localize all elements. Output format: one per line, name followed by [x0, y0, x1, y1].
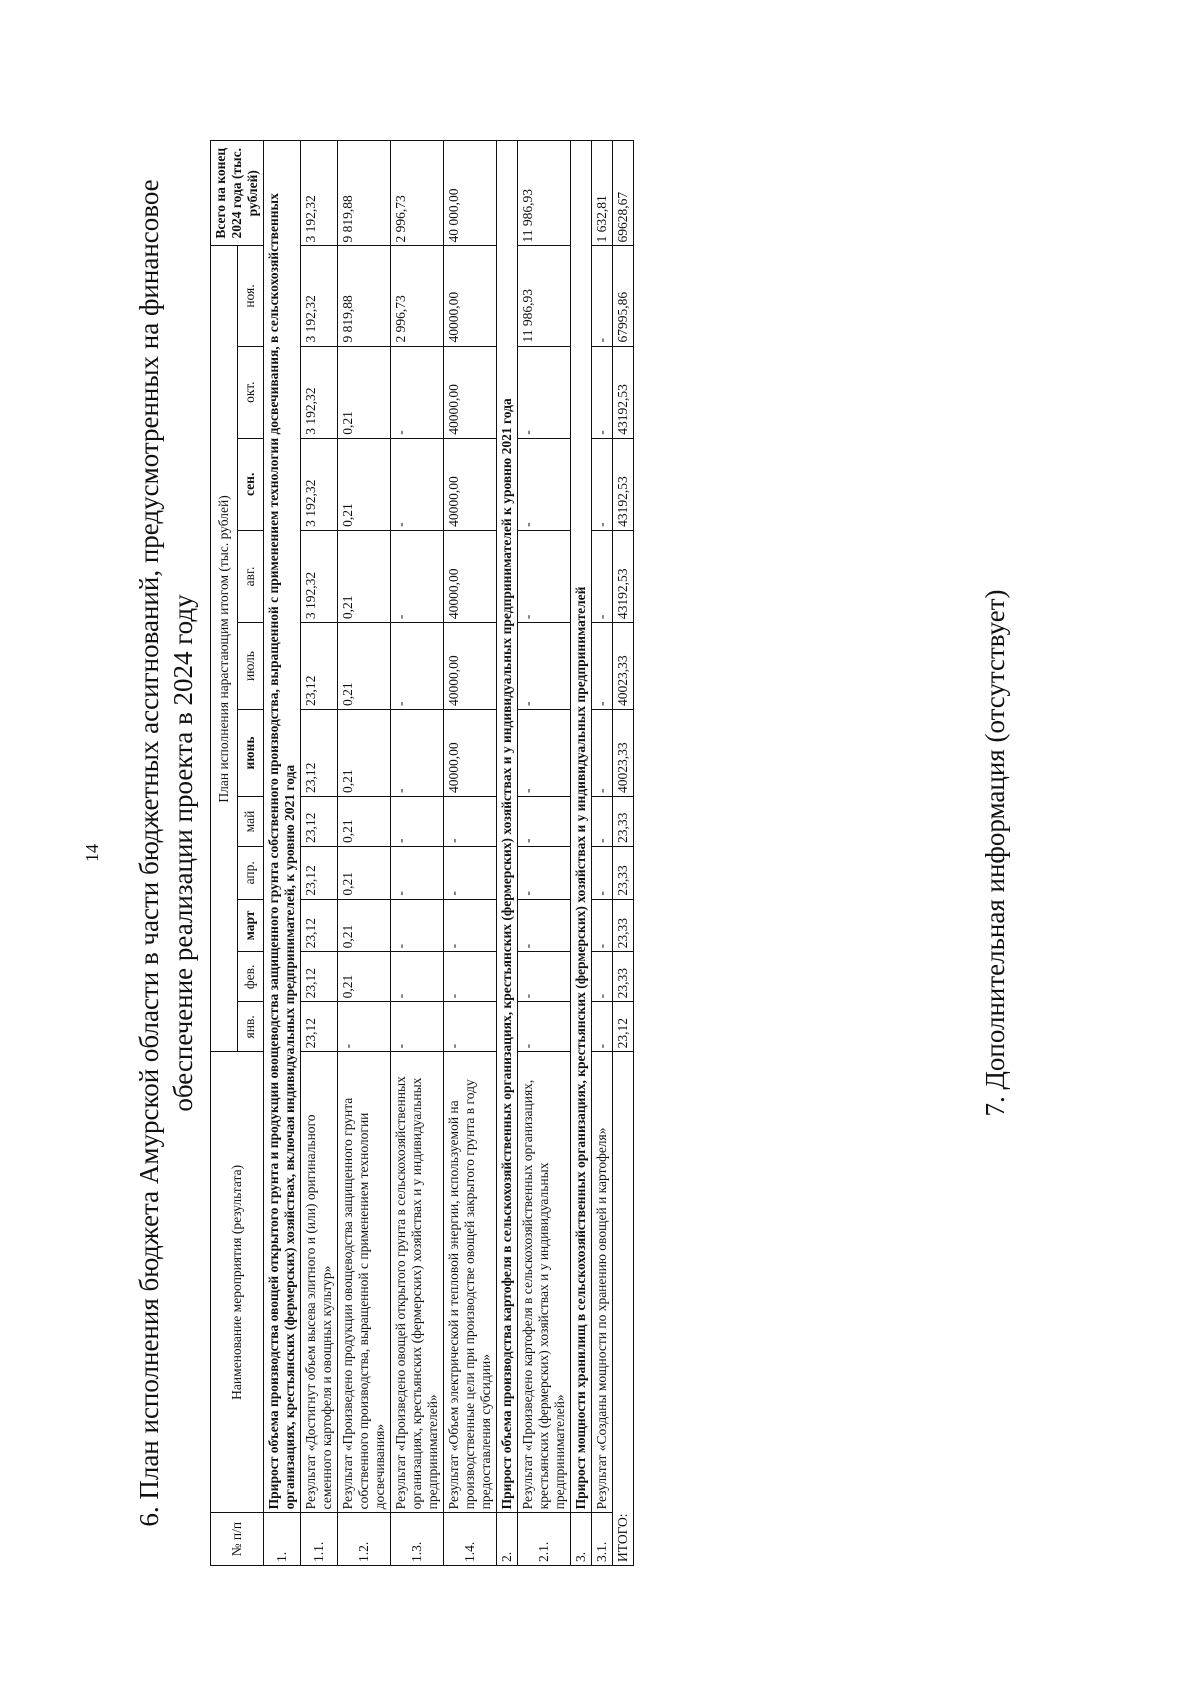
- page-number: 14: [82, 844, 102, 862]
- section-7-title: 7. Дополнительная информация (отсутствует): [980, 589, 1010, 1117]
- header-month: ноя.: [237, 246, 264, 346]
- row-value: -: [518, 952, 571, 1002]
- header-month: окт.: [237, 346, 264, 438]
- row-value: 23,12: [301, 710, 338, 797]
- section-row: [264, 141, 301, 1566]
- row-value: -: [391, 899, 444, 952]
- row-value: 11 986,93: [518, 246, 571, 346]
- row-total: 1 632,81: [592, 141, 613, 246]
- row-value: -: [391, 346, 444, 438]
- section-6-title-line-2: обеспечение реализации проекта в 2024 году: [168, 594, 198, 1112]
- section-6-title: [132, 78, 200, 1628]
- row-value: -: [444, 899, 497, 952]
- row-value: -: [391, 846, 444, 899]
- row-name: Результат «Произведено картофеля в сельскохозяйственных организациях, крестьянских (фермерских) хозяйствах и у индивидуальных предпринимателей»: [518, 1052, 571, 1513]
- header-month: март: [237, 899, 264, 952]
- row-value: -: [592, 623, 613, 710]
- row-number: 3.: [571, 1513, 592, 1566]
- row-value: -: [518, 438, 571, 530]
- table-row: [391, 141, 444, 1566]
- row-value: -: [592, 899, 613, 952]
- row-value: -: [338, 1002, 391, 1052]
- row-value: 3 192,32: [301, 530, 338, 622]
- total-value: 43192,53: [613, 346, 634, 438]
- row-value: 0,21: [338, 899, 391, 952]
- header-month: авг.: [237, 530, 264, 622]
- row-name: Результат «Созданы мощности по хранению овощей и картофеля»: [592, 1052, 613, 1513]
- row-name: Результат «Объем электрической и тепловой энергии, используемой на производственные цели при производстве овощей закрытого грунта в году предоставления субсидии»: [444, 1052, 497, 1513]
- row-value: -: [518, 796, 571, 846]
- row-value: -: [518, 899, 571, 952]
- row-value: 0,21: [338, 796, 391, 846]
- table-row: [444, 141, 497, 1566]
- row-value: 23,12: [301, 899, 338, 952]
- budget-plan-table: [210, 140, 634, 1566]
- row-name: Прирост объема производства овощей открытого грунта и продукции овощеводства защищенного грунта собственного производства, выращенной с применением технологии досвечивания, в сельскохозяйственных организациях, крестьянских (фермерских) хозяйствах, включая индивидуальных предпринимателей, к уровню 2021 года: [264, 141, 301, 1513]
- row-value: 40000,00: [444, 710, 497, 797]
- row-value: -: [444, 796, 497, 846]
- row-value: -: [444, 846, 497, 899]
- row-value: -: [518, 846, 571, 899]
- row-number: 2.1.: [518, 1513, 571, 1566]
- row-total: 9 819,88: [338, 141, 391, 246]
- row-name: Прирост объема производства картофеля в сельскохозяйственных организациях, крестьянских (фермерских) хозяйствах и у индивидуальных предпринимателей к уровню 2021 года: [497, 141, 518, 1513]
- table-body: [264, 141, 634, 1566]
- total-value: 40023,33: [613, 623, 634, 710]
- row-number: 3.1.: [592, 1513, 613, 1566]
- row-name: Результат «Произведено овощей открытого грунта в сельскохозяйственных организациях, крестьянских (фермерских) хозяйствах и у индивидуальных предпринимателей»: [391, 1052, 444, 1513]
- header-month: апр.: [237, 846, 264, 899]
- header-name: Наименование мероприятия (результата): [211, 1052, 264, 1513]
- row-value: 0,21: [338, 530, 391, 622]
- row-value: 2 996,73: [391, 246, 444, 346]
- row-total: 40 000,00: [444, 141, 497, 246]
- row-value: 3 192,32: [301, 438, 338, 530]
- row-value: -: [444, 952, 497, 1002]
- rotated-page: [60, 78, 1060, 1628]
- row-value: -: [592, 530, 613, 622]
- row-value: -: [592, 1002, 613, 1052]
- row-value: 3 192,32: [301, 246, 338, 346]
- row-value: -: [518, 346, 571, 438]
- table-row: [518, 141, 571, 1566]
- table-row: [338, 141, 391, 1566]
- row-value: 0,21: [338, 710, 391, 797]
- header-month: янв.: [237, 1002, 264, 1052]
- row-value: 40000,00: [444, 346, 497, 438]
- row-value: -: [518, 710, 571, 797]
- row-value: -: [391, 530, 444, 622]
- row-value: -: [592, 438, 613, 530]
- header-plan: План исполнения нарастающим итогом (тыс. рублей): [211, 246, 238, 1052]
- row-value: -: [592, 346, 613, 438]
- row-value: 23,12: [301, 623, 338, 710]
- row-value: -: [518, 530, 571, 622]
- row-number: 1.: [264, 1513, 301, 1566]
- row-value: 0,21: [338, 623, 391, 710]
- row-value: -: [391, 623, 444, 710]
- total-value: 23,33: [613, 846, 634, 899]
- row-value: -: [592, 796, 613, 846]
- row-value: -: [592, 710, 613, 797]
- total-value: 23,33: [613, 796, 634, 846]
- section-row: [497, 141, 518, 1566]
- row-value: -: [391, 438, 444, 530]
- row-name: Прирост мощности хранилищ в сельскохозяйственных организациях, крестьянских (фермерских) хозяйствах и у индивидуальных предпринимателей: [571, 141, 592, 1513]
- total-value: 23,33: [613, 899, 634, 952]
- row-number: 1.3.: [391, 1513, 444, 1566]
- row-total: 3 192,32: [301, 141, 338, 246]
- total-value: 23,12: [613, 1002, 634, 1052]
- row-value: 0,21: [338, 952, 391, 1002]
- row-value: 23,12: [301, 846, 338, 899]
- row-name: Результат «Достигнут объем высева элитного и (или) оригинального семенного картофеля и овощных культур»: [301, 1052, 338, 1513]
- grand-total: 69628,67: [613, 141, 634, 246]
- total-value: 43192,53: [613, 530, 634, 622]
- row-value: 0,21: [338, 438, 391, 530]
- table-row: [592, 141, 613, 1566]
- section-row: [571, 141, 592, 1566]
- row-value: 23,12: [301, 796, 338, 846]
- row-value: -: [592, 952, 613, 1002]
- total-row: [613, 141, 634, 1566]
- row-value: -: [518, 1002, 571, 1052]
- row-value: 40000,00: [444, 530, 497, 622]
- row-value: 23,12: [301, 952, 338, 1002]
- row-name: Результат «Произведено продукции овощеводства защищенного грунта собственного производства, выращенной с применением технологии досвечивания»: [338, 1052, 391, 1513]
- row-value: -: [391, 710, 444, 797]
- total-value: 23,33: [613, 952, 634, 1002]
- row-value: 3 192,32: [301, 346, 338, 438]
- row-value: 23,12: [301, 1002, 338, 1052]
- row-value: -: [592, 846, 613, 899]
- row-value: 0,21: [338, 846, 391, 899]
- row-total: 2 996,73: [391, 141, 444, 246]
- header-month: сен.: [237, 438, 264, 530]
- row-value: -: [518, 623, 571, 710]
- row-value: 40000,00: [444, 246, 497, 346]
- row-value: 0,21: [338, 346, 391, 438]
- row-value: -: [391, 796, 444, 846]
- header-total: Всего на конец 2024 года (тыс. рублей): [211, 141, 264, 246]
- row-value: 9 819,88: [338, 246, 391, 346]
- header-month: июль: [237, 623, 264, 710]
- total-label: ИТОГО:: [613, 1052, 634, 1566]
- row-number: 1.2.: [338, 1513, 391, 1566]
- row-value: -: [391, 952, 444, 1002]
- row-total: 11 986,93: [518, 141, 571, 246]
- row-value: 40000,00: [444, 438, 497, 530]
- row-number: 2.: [497, 1513, 518, 1566]
- header-month: июнь: [237, 710, 264, 797]
- header-num: № п/п: [211, 1513, 264, 1566]
- table-row: [301, 141, 338, 1566]
- section-6-title-line-1: 6. План исполнения бюджета Амурской области в части бюджетных ассигнований, предусмотренных на финансовое: [134, 179, 164, 1527]
- total-value: 43192,53: [613, 438, 634, 530]
- row-value: 40000,00: [444, 623, 497, 710]
- total-value: 40023,33: [613, 710, 634, 797]
- row-value: -: [592, 246, 613, 346]
- row-value: -: [444, 1002, 497, 1052]
- row-number: 1.1.: [301, 1513, 338, 1566]
- header-month: фев.: [237, 952, 264, 1002]
- header-month: май: [237, 796, 264, 846]
- row-value: -: [391, 1002, 444, 1052]
- row-number: 1.4.: [444, 1513, 497, 1566]
- total-value: 67995,86: [613, 246, 634, 346]
